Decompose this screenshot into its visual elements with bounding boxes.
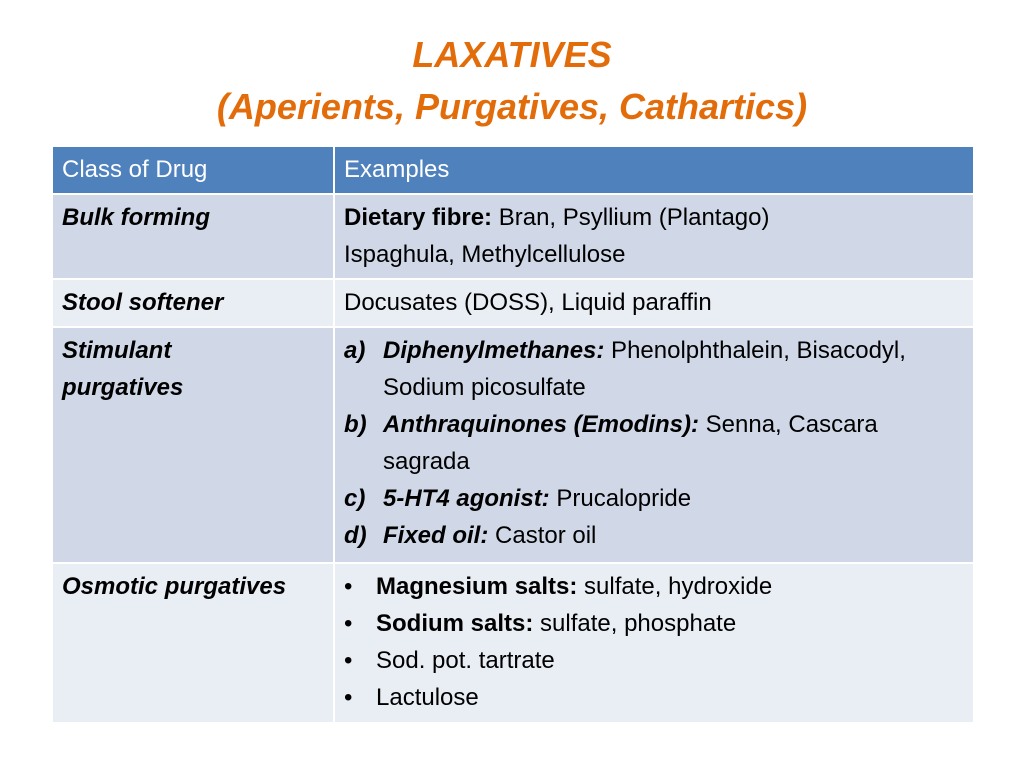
example-text: Sod. pot. tartrate xyxy=(376,647,555,674)
example-text: sulfate, phosphate xyxy=(533,610,737,637)
bullet-icon: • xyxy=(344,610,353,637)
slide-title xyxy=(0,30,1024,134)
example-label: Anthraquinones (Emodins): xyxy=(383,411,699,438)
bullet-icon: • xyxy=(344,684,353,711)
list-item xyxy=(344,480,963,517)
list-item xyxy=(344,406,963,480)
example-text: Senna, Cascara sagrada xyxy=(383,411,878,475)
examples-cell xyxy=(334,563,974,723)
example-label: 5-HT4 agonist: xyxy=(383,485,550,512)
example-text: Bran, Psyllium (Plantago) xyxy=(492,204,770,231)
drug-class-cell: Stool softener xyxy=(52,279,334,327)
header-examples: Examples xyxy=(334,146,974,194)
list-item xyxy=(344,605,963,642)
example-label: Dietary fibre: xyxy=(344,204,493,231)
list-marker: b) xyxy=(344,411,367,438)
header-class-of-drug: Class of Drug xyxy=(52,146,334,194)
drug-class-cell: Bulk forming xyxy=(52,194,334,279)
example-text: Phenolphthalein, Bisacodyl, Sodium picosulfate xyxy=(383,337,906,401)
table-row xyxy=(52,279,974,327)
drug-class-cell: Osmotic purgatives xyxy=(52,563,334,723)
list-item xyxy=(344,568,963,605)
example-line xyxy=(344,236,963,273)
drug-class-cell: Stimulant purgatives xyxy=(52,327,334,563)
examples-cell xyxy=(334,279,974,327)
example-text: Lactulose xyxy=(376,684,479,711)
example-line xyxy=(344,199,963,236)
example-text: Castor oil xyxy=(488,522,597,549)
title-line-1: LAXATIVES xyxy=(412,34,612,75)
table-header-row xyxy=(52,146,974,194)
list-item xyxy=(344,517,963,554)
example-line xyxy=(344,284,963,321)
examples-cell xyxy=(334,194,974,279)
title-line-2: (Aperients, Purgatives, Cathartics) xyxy=(216,86,808,127)
example-text: Prucalopride xyxy=(549,485,692,512)
laxatives-table xyxy=(51,145,975,724)
example-text: sulfate, hydroxide xyxy=(577,573,773,600)
list-marker: c) xyxy=(344,485,366,512)
example-label: Magnesium salts: xyxy=(376,573,578,600)
examples-cell xyxy=(334,327,974,563)
table-row xyxy=(52,563,974,723)
stimulant-list xyxy=(344,332,963,554)
list-marker: d) xyxy=(344,522,367,549)
bullet-icon: • xyxy=(344,647,353,674)
list-marker: a) xyxy=(344,337,366,364)
osmotic-list xyxy=(344,568,963,716)
list-item xyxy=(344,679,963,716)
example-label: Sodium salts: xyxy=(376,610,534,637)
example-text: Docusates (DOSS), Liquid paraffin xyxy=(344,289,712,316)
table-row xyxy=(52,194,974,279)
example-label: Fixed oil: xyxy=(383,522,489,549)
table-row xyxy=(52,327,974,563)
example-label: Diphenylmethanes: xyxy=(383,337,605,364)
bullet-icon: • xyxy=(344,573,353,600)
list-item xyxy=(344,642,963,679)
example-text: Ispaghula, Methylcellulose xyxy=(344,241,626,268)
list-item xyxy=(344,332,963,406)
